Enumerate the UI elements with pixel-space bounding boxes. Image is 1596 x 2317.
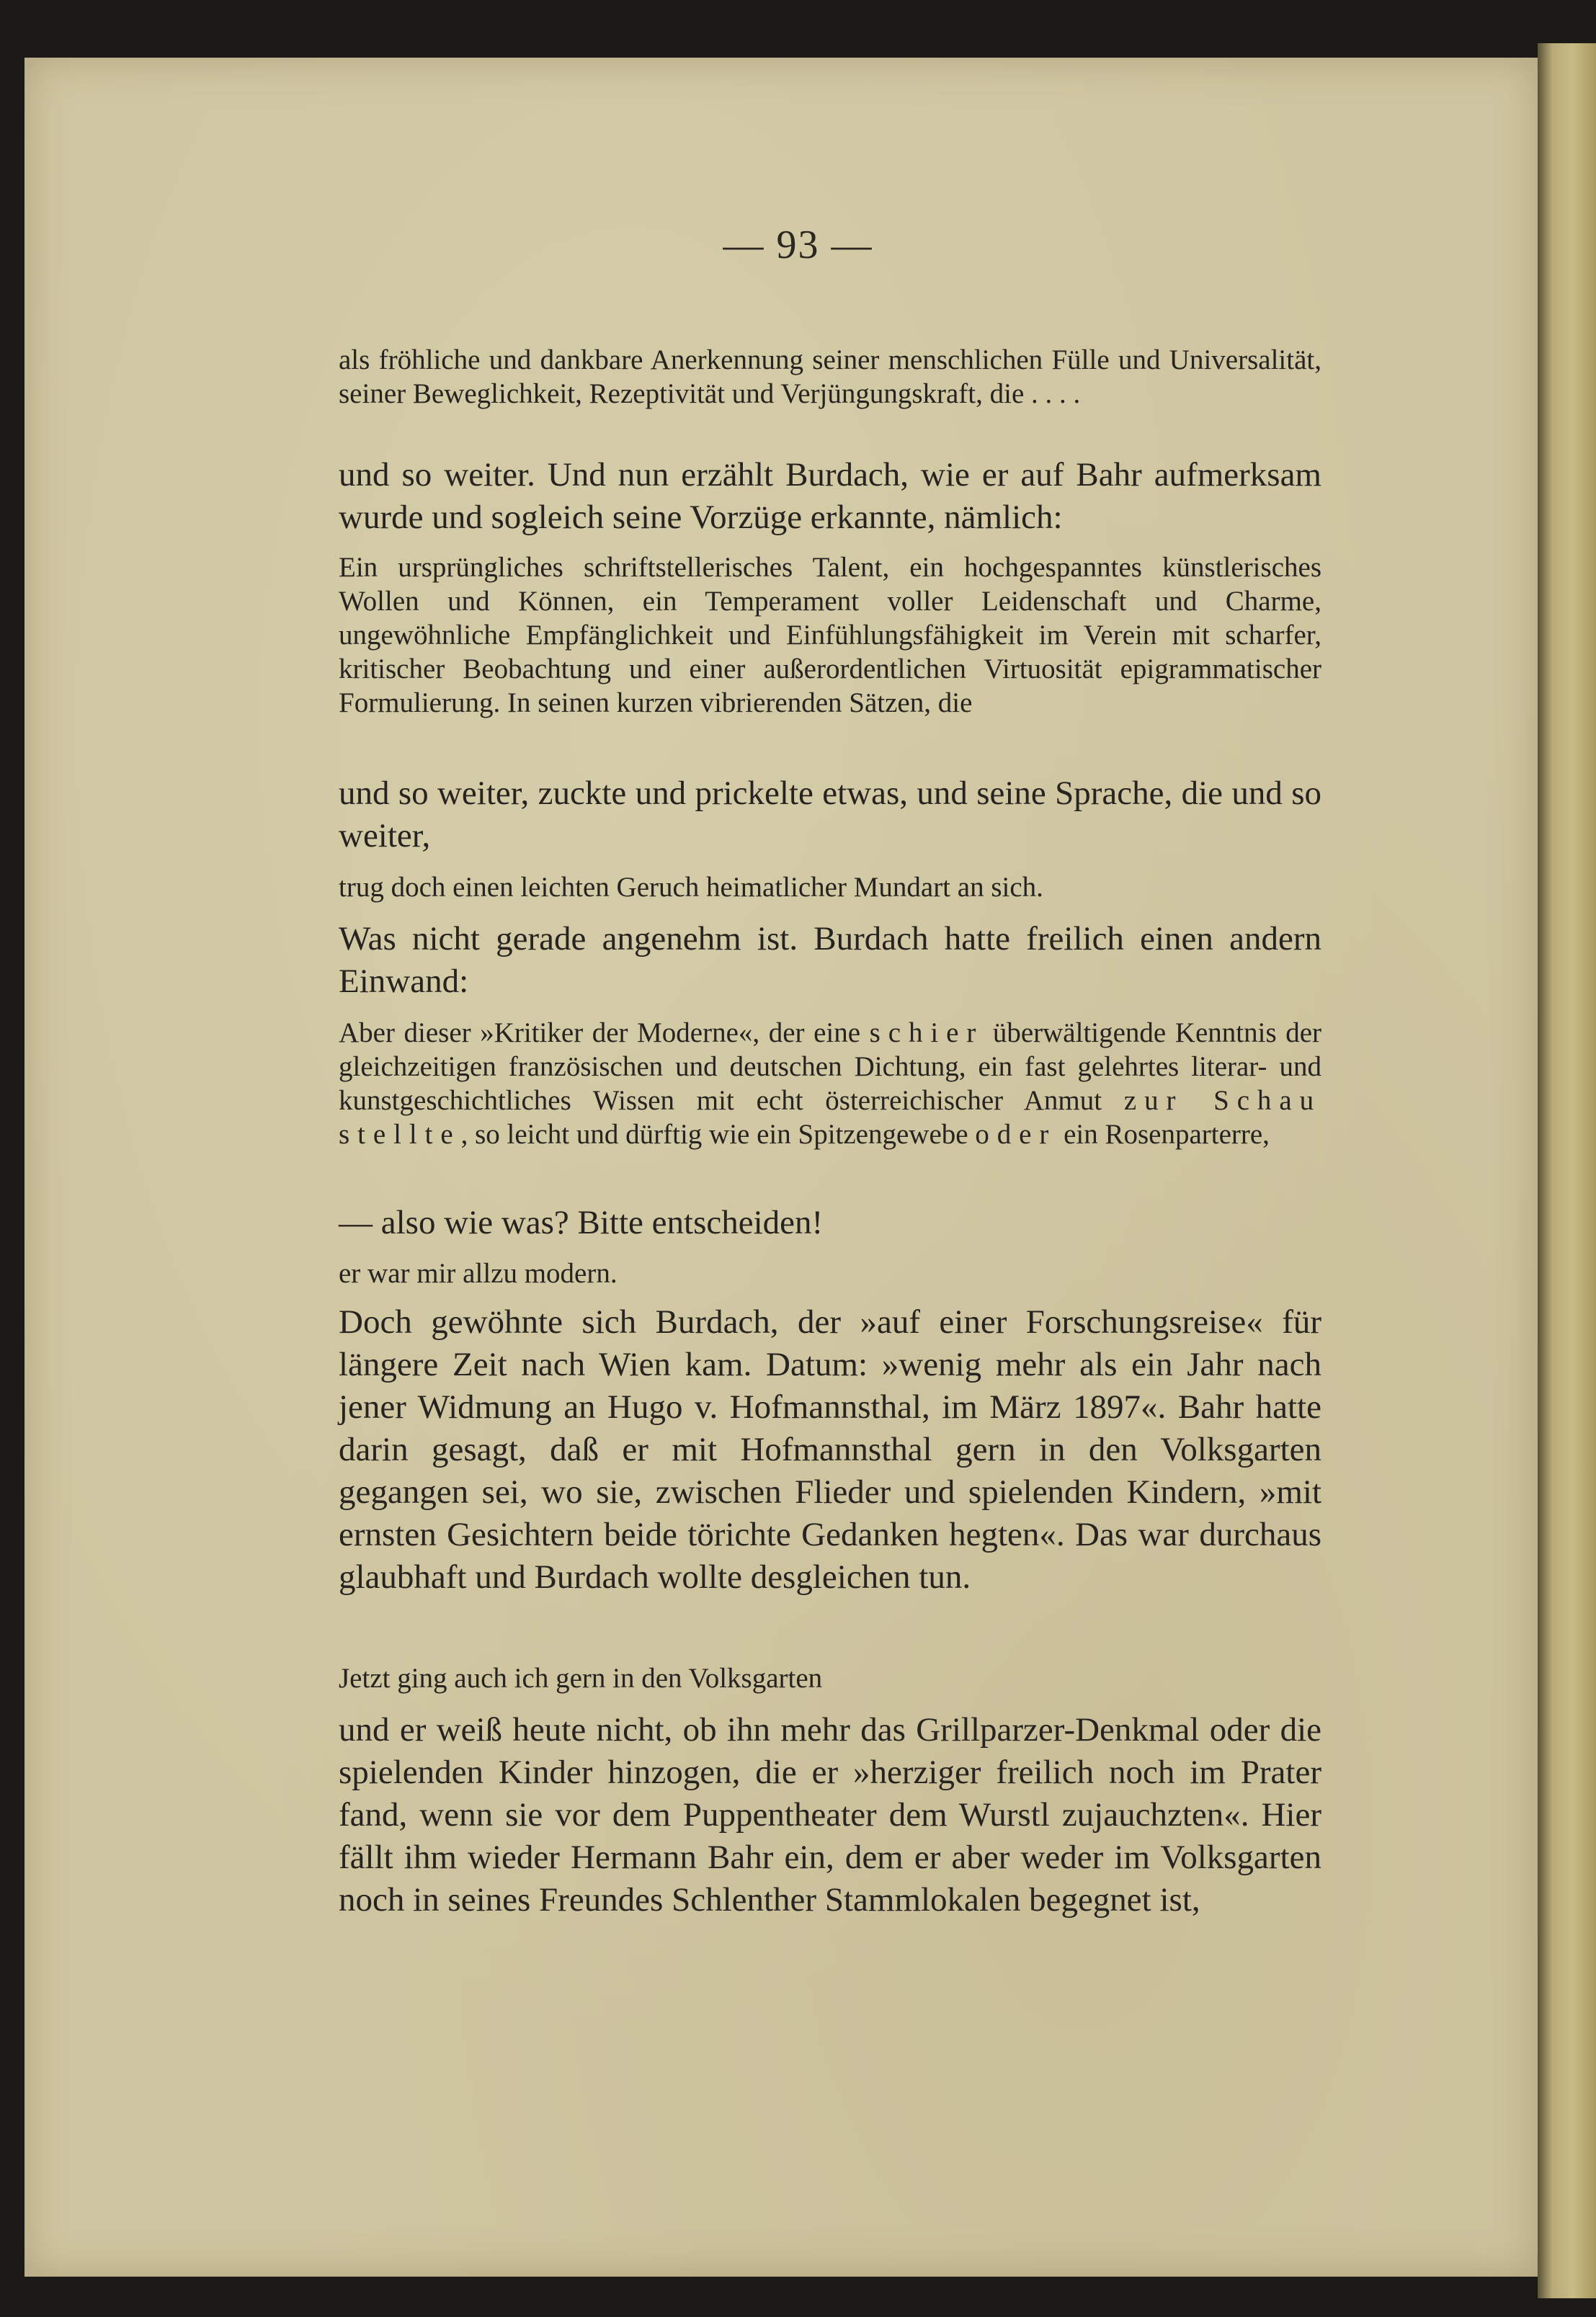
page-number: — 93 —: [723, 223, 873, 267]
quote-block-5: er war mir allzu modern.: [339, 1258, 618, 1289]
paragraph-5: Doch gewöhnte sich Burdach, der »auf einer Forschungsreise« für längere Zeit nach Wien kam. Datum: »wenig mehr als ein Jahr nach jener Widmung an Hugo v. Hofmannsthal, im März 1897«. Bahr hatte darin gesagt, daß er mit Hofmannsthal gern in den Volksgarten gegangen sei, wo sie, zwischen Flieder und spielenden Kindern, »mit ernsten Gesichtern beide törichte Gedanken hegten«. Das war durchaus glaubhaft und Burdach wollte desgleichen tun.: [339, 1303, 1321, 1596]
paragraph-6: und er weiß heute nicht, ob ihn mehr das Grillparzer-Denkmal oder die spielenden Kinder hinzogen, die er »herziger freilich noch im Prater fand, wenn sie vor dem Puppentheater dem Wurstl zujauchzten«. Hier fällt ihm wieder Hermann Bahr ein, dem er aber weder im Volksgarten noch in seines Freundes Schlenther Stammlokalen begegnet ist,: [339, 1711, 1321, 1919]
paragraph-4: — also wie was? Bitte entscheiden!: [339, 1204, 824, 1241]
paragraph-1: und so weiter. Und nun erzählt Burdach, wie er auf Bahr aufmerksam wurde und sogleich seine Vorzüge erkannte, nämlich:: [339, 456, 1321, 536]
quote-block-1: als fröhliche und dankbare Anerkennung seiner menschlichen Fülle und Universalität, seiner Beweglichkeit, Rezeptivität und Verjüngungskraft, die . . . .: [339, 344, 1321, 409]
quote-4-part-3: , so leicht und dürftig wie ein Spitzengewebe: [460, 1119, 976, 1150]
quote-4-spaced-zur-schau-stellte: zur Schau stellte: [339, 1085, 1322, 1150]
quote-4-part-2: überwältigende Kenntnis der gleichzeitigen französischen und deutschen Dichtung, ein fast gelehrtes literar- und kunstgeschichtliches Wissen mit echt österreichischer Anmut: [339, 1017, 1321, 1116]
quote-4-spaced-oder: oder: [975, 1119, 1057, 1150]
quote-4-part-4: ein Rosenparterre,: [1056, 1119, 1270, 1150]
paragraph-2: und so weiter, zuckte und prickelte etwas, und seine Sprache, die und so weiter,: [339, 774, 1321, 854]
quote-block-6: Jetzt ging auch ich gern in den Volksgarten: [339, 1663, 823, 1694]
quote-block-2: Ein ursprüngliches schriftstellerisches Talent, ein hochgespanntes künstlerisches Wollen und Können, ein Temperament voller Leidenschaft und Charme, ungewöhnliche Empfänglichkeit und Einfühlungsfähigkeit im Verein mit scharfer, kritischer Beobachtung und einer außerordentlichen Virtuosität epigrammatischer Formulierung. In seinen kurzen vibrierenden Sätzen, die: [339, 552, 1321, 718]
next-page-edge: [1538, 43, 1596, 2298]
quote-block-4: [339, 1016, 1321, 1151]
quote-block-3: trug doch einen leichten Geruch heimatlicher Mundart an sich.: [339, 872, 1043, 903]
quote-4-spaced-schier: schier: [869, 1017, 984, 1048]
paragraph-3: Was nicht gerade angenehm ist. Burdach hatte freilich einen andern Einwand:: [339, 920, 1321, 1000]
quote-4-part-1: Aber dieser »Kritiker der Moderne«, der eine: [339, 1017, 870, 1048]
